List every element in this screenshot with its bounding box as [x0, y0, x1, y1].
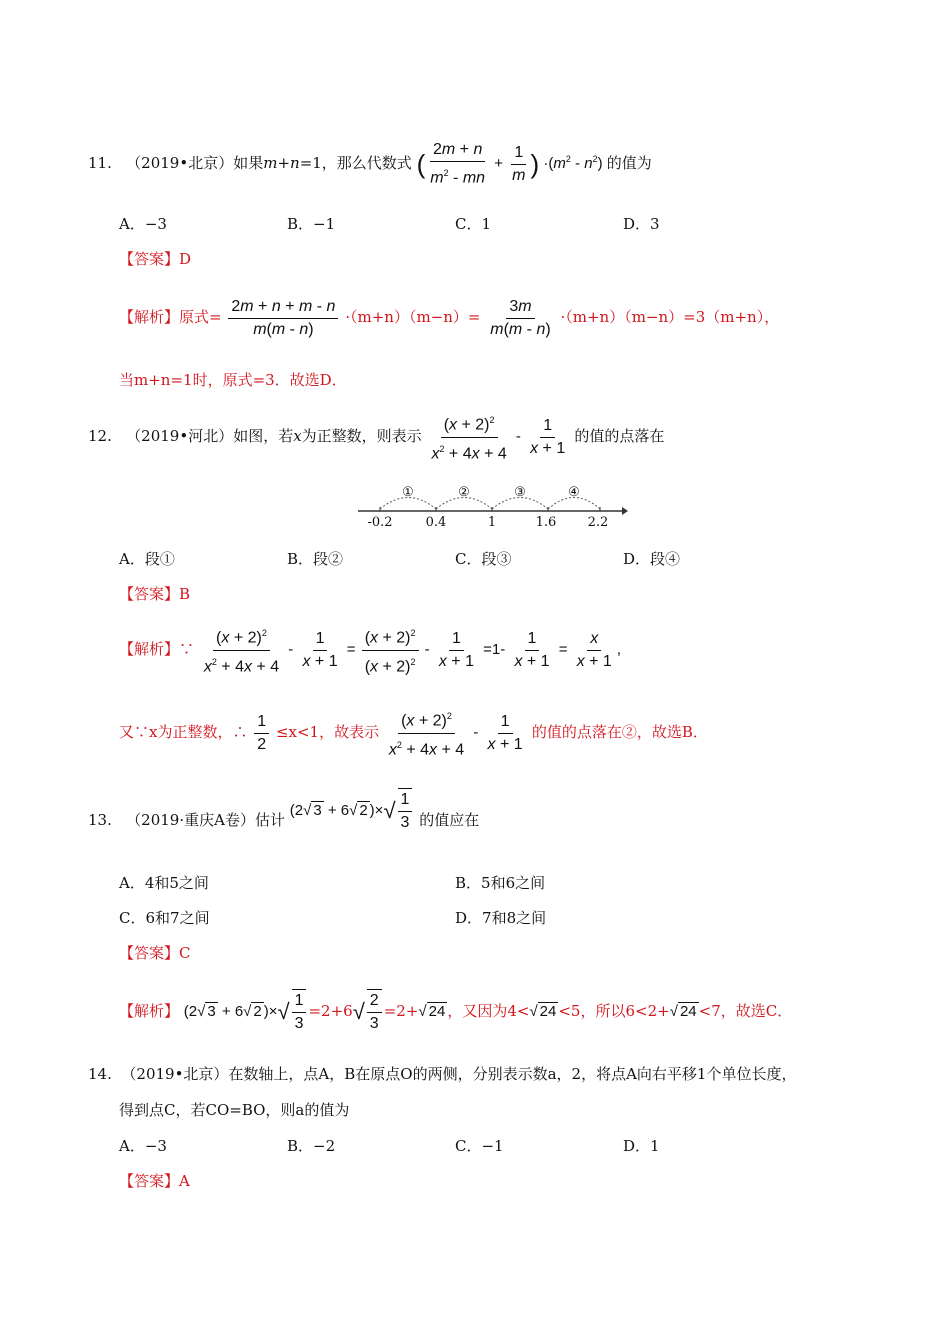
- q12-segment-4: ④: [568, 485, 580, 500]
- q13-expression: (2√ 3 + 6√ 2 )×√ $\frac{1}{3}$: [290, 802, 415, 819]
- q12-number-line: [350, 478, 630, 533]
- q14-answer: 【答案】A: [119, 1172, 190, 1190]
- q12-tick-5: 2.2: [587, 515, 609, 530]
- q13-choice-c: C．6和7之间: [119, 909, 210, 927]
- q11-expression: ( $\frac{2m + n}{m^2 - mn}$ + $\frac{1}{m}$ ) $\cdot(m^2 - n^2)$: [416, 140, 607, 187]
- q11-analysis: 【解析】原式= $\frac{2m + n + m - n}{m(m - n)}$ ·（m+n）（m−n）= $\frac{3m}{m(m - n)}$ ·（m+n）（m−n）=3（m+n），: [119, 297, 780, 338]
- q12-analysis: 【解析】∵ $\frac{(x + 2)^2}{x^2 + 4x + 4}$ - $\frac{1}{x + 1}$ = $\frac{(x + 2)^2}{(x + 2)^2}$ - $\frac{1}{x + 1}$ =1- $\frac{1}{x + 1}$ = $\frac{x}{x + 1}$ ,: [119, 617, 621, 681]
- q11-answer: 【答案】D: [119, 250, 192, 268]
- q14-choice-b: B．−2: [287, 1137, 336, 1155]
- q11-choice-b: B．−1: [287, 215, 336, 233]
- q14-choice-c: C．−1: [455, 1137, 504, 1155]
- q13-choice-d: D．7和8之间: [455, 909, 547, 927]
- q11-choice-c: C．1: [455, 215, 492, 233]
- q12-choice-d: D．段④: [623, 550, 681, 568]
- q12-tick-1: -0.2: [367, 515, 393, 530]
- q14-stem-line2: 得到点C，若CO=BO，则a的值为: [119, 1101, 350, 1119]
- q13-stem: 13. （2019·重庆A卷）估计 (2√ 3 + 6√ 2 )×√ $\frac{1}{3}$ 的值应在: [88, 788, 479, 852]
- q12-choice-a: A．段①: [119, 550, 175, 568]
- q12-expression: $\frac{(x + 2)^2}{x^2 + 4x + 4}$ - $\frac{1}{x + 1}$: [426, 428, 574, 445]
- q12-choice-c: C．段③: [455, 550, 512, 568]
- q12-tick-4: 1.6: [535, 515, 557, 530]
- q11-tail: 的值为: [606, 154, 652, 172]
- q12-tick-2: 0.4: [425, 515, 447, 530]
- q12-segment-2: ②: [458, 485, 470, 500]
- q11-analysis-line2: 当m+n=1时，原式=3．故选D．: [119, 371, 347, 389]
- q11-source: （2019•北京）如果: [126, 154, 264, 172]
- q13-answer: 【答案】C: [119, 944, 191, 962]
- q12-segment-3: ③: [514, 485, 526, 500]
- q13-analysis: 【解析】 (2√ 3 + 6√ 2 )×√ $\frac{1}{3}$ =2+6√ $\frac{2}{3}$ =2+√ 24 ，又因为4<√ 24 <5，所以6<2+√ 24 <7，故选C．: [119, 978, 792, 1044]
- q12-tick-3: 1: [487, 515, 497, 530]
- q14-choice-a: A．−3: [119, 1137, 167, 1155]
- q11-stem: 11. （2019•北京）如果m+n=1，那么代数式 ( $\frac{2m + n}{m^2 - mn}$ + $\frac{1}{m}$ ) $\cdot(m^2 - n^2)$ 的值为: [88, 140, 652, 187]
- q11-choice-a: A．−3: [119, 215, 167, 233]
- q14-choice-d: D．1: [623, 1137, 660, 1155]
- q11-number: 11.: [88, 154, 112, 172]
- q12-analysis-line2: 又∵x为正整数，∴ $\frac{1}{2}$ ≤x<1，故表示 $\frac{(x + 2)^2}{x^2 + 4x + 4}$ - $\frac{1}{x + 1}$ 的值的点落在②，故选B．: [119, 700, 708, 764]
- q13-choice-a: A．4和5之间: [119, 874, 209, 892]
- q14-stem-line1: 14. （2019•北京）在数轴上，点A，B在原点O的两侧，分别表示数a，2，将点A向右平移1个单位长度，: [88, 1065, 797, 1083]
- q12-choice-b: B．段②: [287, 550, 344, 568]
- q12-answer: 【答案】B: [119, 585, 191, 603]
- q11-choice-d: D．3: [623, 215, 660, 233]
- q12-segment-1: ①: [402, 485, 414, 500]
- q13-choice-b: B．5和6之间: [455, 874, 546, 892]
- q12-stem: 12. （2019•河北）如图，若x为正整数，则表示 $\frac{(x + 2)^2}{x^2 + 4x + 4}$ - $\frac{1}{x + 1}$ 的值的点落在: [88, 406, 664, 466]
